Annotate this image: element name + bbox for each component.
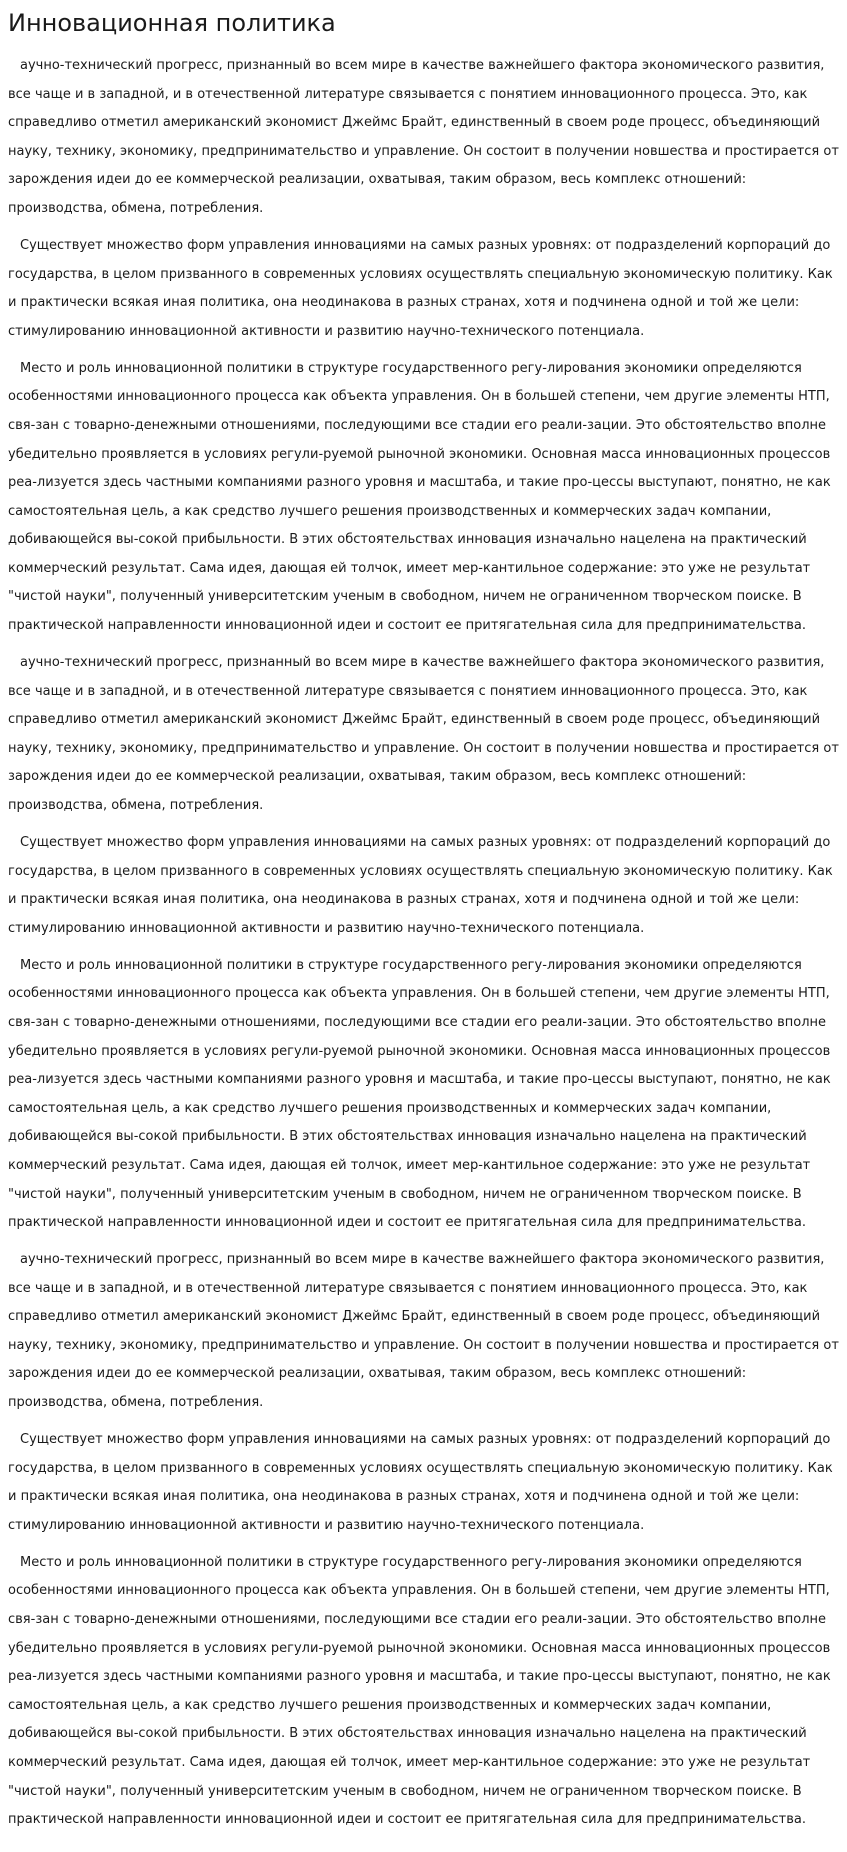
paragraph-management-forms: Существует множество форм управления инновациями на самых разных уровнях: от подразделений корпораций до государства, в целом призванного в современных условиях осуществлять специальную экономическую политику. Как и практически всякая иная политика, она неодинакова в разных странах, хотя и подчинена одной и той же цели: стимулированию инновационной активности и развитию научно-технического потенциала. xyxy=(8,1432,833,1533)
paragraph-progress: аучно-технический прогресс, признанный во всем мире в качестве важнейшего фактора экономического развития, все чаще и в западной, и в отечественной литературе связывается с понятием инновационного процесса. Это, как справедливо отметил американский экономист Джеймс Брайт, единственный в своем роде процесс, объединяющий науку, технику, экономику, предпринимательство и управление. Он состоит в получении новшества и простирается от зарождения идеи до ее коммерческой реализации, охватывая, таким образом, весь комплекс отношений: производства, обмена, потребления. xyxy=(8,58,839,216)
paragraph-policy-role: Место и роль инновационной политики в структуре государственного регу-лирования экономики определяются особенностями инновационного процесса как объекта управления. Он в большей степени, чем другие элементы НТП, свя-зан с товарно-денежными отношениями, последующими все стадии его реали-зации. Это обстоятельство вполне убедительно проявляется в условиях регули-руемой рыночной экономики. Основная масса инновационных процессов реа-лизуется здесь частными компаниями разного уровня и масштаба, и такие про-цессы выступают, понятно, не как самостоятельная цель, а как средство лучшего решения производственных и коммерческих задач компании, добивающейся вы-сокой прибыльности. В этих обстоятельствах инновация изначально нацелена на практический коммерческий результат. Сама идея, дающая ей толчок, имеет мер-кантильное содержание: это уже не результат "чистой науки", полученный университетским ученым в свободном, ничем не ограниченном творческом поиске. В практической направленности инновационной идеи и состоит ее притягательная сила для предпринимательства. xyxy=(8,360,831,634)
paragraph-management-forms: Существует множество форм управления инновациями на самых разных уровнях: от подразделений корпораций до государства, в целом призванного в современных условиях осуществлять специальную экономическую политику. Как и практически всякая иная политика, она неодинакова в разных странах, хотя и подчинена одной и той же цели: стимулированию инновационной активности и развитию научно-технического потенциала. xyxy=(8,835,833,936)
paragraph-management-forms: Существует множество форм управления инновациями на самых разных уровнях: от подразделений корпораций до государства, в целом призванного в современных условиях осуществлять специальную экономическую политику. Как и практически всякая иная политика, она неодинакова в разных странах, хотя и подчинена одной и той же цели: стимулированию инновационной активности и развитию научно-технического потенциала. xyxy=(8,237,833,339)
paragraph-policy-role: Место и роль инновационной политики в структуре государственного регу-лирования экономики определяются особенностями инновационного процесса как объекта управления. Он в большей степени, чем другие элементы НТП, свя-зан с товарно-денежными отношениями, последующими все стадии его реали-зации. Это обстоятельство вполне убедительно проявляется в условиях регули-руемой рыночной экономики. Основная масса инновационных процессов реа-лизуется здесь частными компаниями разного уровня и масштаба, и такие про-цессы выступают, понятно, не как самостоятельная цель, а как средство лучшего решения производственных и коммерческих задач компании, добивающейся вы-сокой прибыльности. В этих обстоятельствах инновация изначально нацелена на практический коммерческий результат. Сама идея, дающая ей толчок, имеет мер-кантильное содержание: это уже не результат "чистой науки", полученный университетским ученым в свободном, ничем не ограниченном творческом поиске. В практической направленности инновационной идеи и состоит ее притягательная сила для предпринимательства. xyxy=(8,1554,831,1828)
paragraph-progress: аучно-технический прогресс, признанный во всем мире в качестве важнейшего фактора экономического развития, все чаще и в западной, и в отечественной литературе связывается с понятием инновационного процесса. Это, как справедливо отметил американский экономист Джеймс Брайт, единственный в своем роде процесс, объединяющий науку, технику, экономику, предпринимательство и управление. Он состоит в получении новшества и простирается от зарождения идеи до ее коммерческой реализации, охватывая, таким образом, весь комплекс отношений: производства, обмена, потребления. xyxy=(8,655,839,814)
paragraph-progress: аучно-технический прогресс, признанный во всем мире в качестве важнейшего фактора экономического развития, все чаще и в западной, и в отечественной литературе связывается с понятием инновационного процесса. Это, как справедливо отметил американский экономист Джеймс Брайт, единственный в своем роде процесс, объединяющий науку, технику, экономику, предпринимательство и управление. Он состоит в получении новшества и простирается от зарождения идеи до ее коммерческой реализации, охватывая, таким образом, весь комплекс отношений: производства, обмена, потребления. xyxy=(8,1252,839,1411)
paragraph-policy-role: Место и роль инновационной политики в структуре государственного регу-лирования экономики определяются особенностями инновационного процесса как объекта управления. Он в большей степени, чем другие элементы НТП, свя-зан с товарно-денежными отношениями, последующими все стадии его реали-зации. Это обстоятельство вполне убедительно проявляется в условиях регули-руемой рыночной экономики. Основная масса инновационных процессов реа-лизуется здесь частными компаниями разного уровня и масштаба, и такие про-цессы выступают, понятно, не как самостоятельная цель, а как средство лучшего решения производственных и коммерческих задач компании, добивающейся вы-сокой прибыльности. В этих обстоятельствах инновация изначально нацелена на практический коммерческий результат. Сама идея, дающая ей толчок, имеет мер-кантильное содержание: это уже не результат "чистой науки", полученный университетским ученым в свободном, ничем не ограниченном творческом поиске. В практической направленности инновационной идеи и состоит ее притягательная сила для предпринимательства. xyxy=(8,957,831,1231)
page-title: Инновационная политика xyxy=(8,9,336,37)
article-body xyxy=(8,52,839,1835)
